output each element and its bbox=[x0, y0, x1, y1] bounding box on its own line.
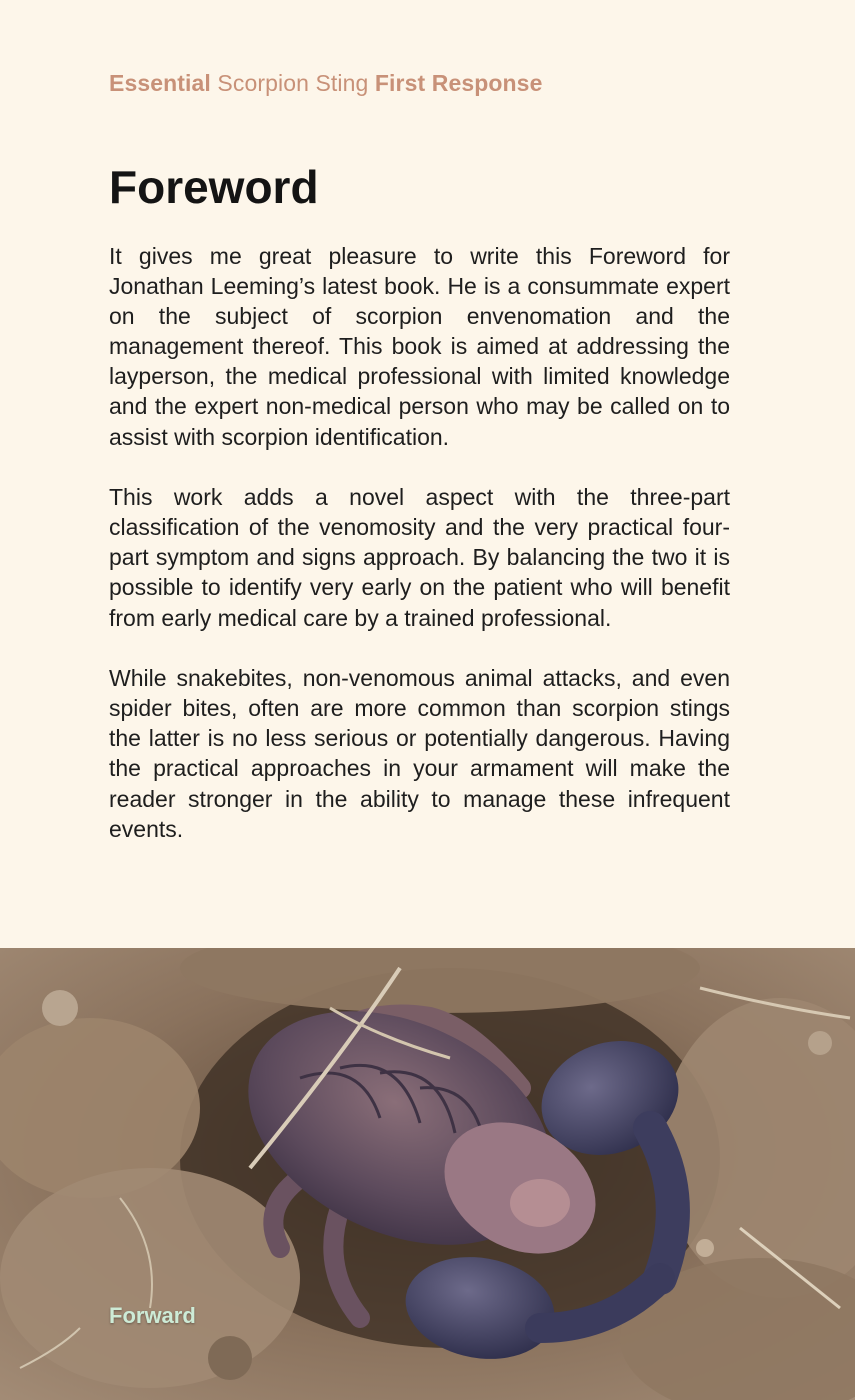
footer-section-label: Forward bbox=[109, 1303, 196, 1328]
paragraph-3: While snakebites, non-venomous animal attacks, and even spider bites, often are more common than scorpion stings the latter is no less serious or potentially dangerous. Having the practical approaches in your armament will make the reader stronger in the ability to manage these infrequent events. bbox=[109, 665, 730, 842]
header-essential: Essential bbox=[109, 70, 211, 96]
running-header bbox=[109, 70, 542, 97]
paragraph-2: This work adds a novel aspect with the three-part classification of the venomosity and the very practical four-part symptom and signs approach. By balancing the two it is possible to identify very early on the patient who will benefit from early medical care by a trained professional. bbox=[109, 484, 730, 631]
foreword-body bbox=[109, 241, 730, 874]
header-scorpion-sting: Scorpion Sting bbox=[217, 70, 369, 96]
page-title: Foreword bbox=[109, 161, 319, 213]
paragraph-1: It gives me great pleasure to write this Foreword for Jonathan Leeming’s latest book. He is a consummate expert on the subject of scorpion envenomation and the management thereof. This book is aimed at addressing the layperson, the medical professional with limited knowledge and the expert non-medical person who may be called on to assist with scorpion identification. bbox=[109, 243, 730, 450]
scorpion-photo bbox=[0, 948, 855, 1400]
header-first-response: First Response bbox=[374, 70, 543, 96]
